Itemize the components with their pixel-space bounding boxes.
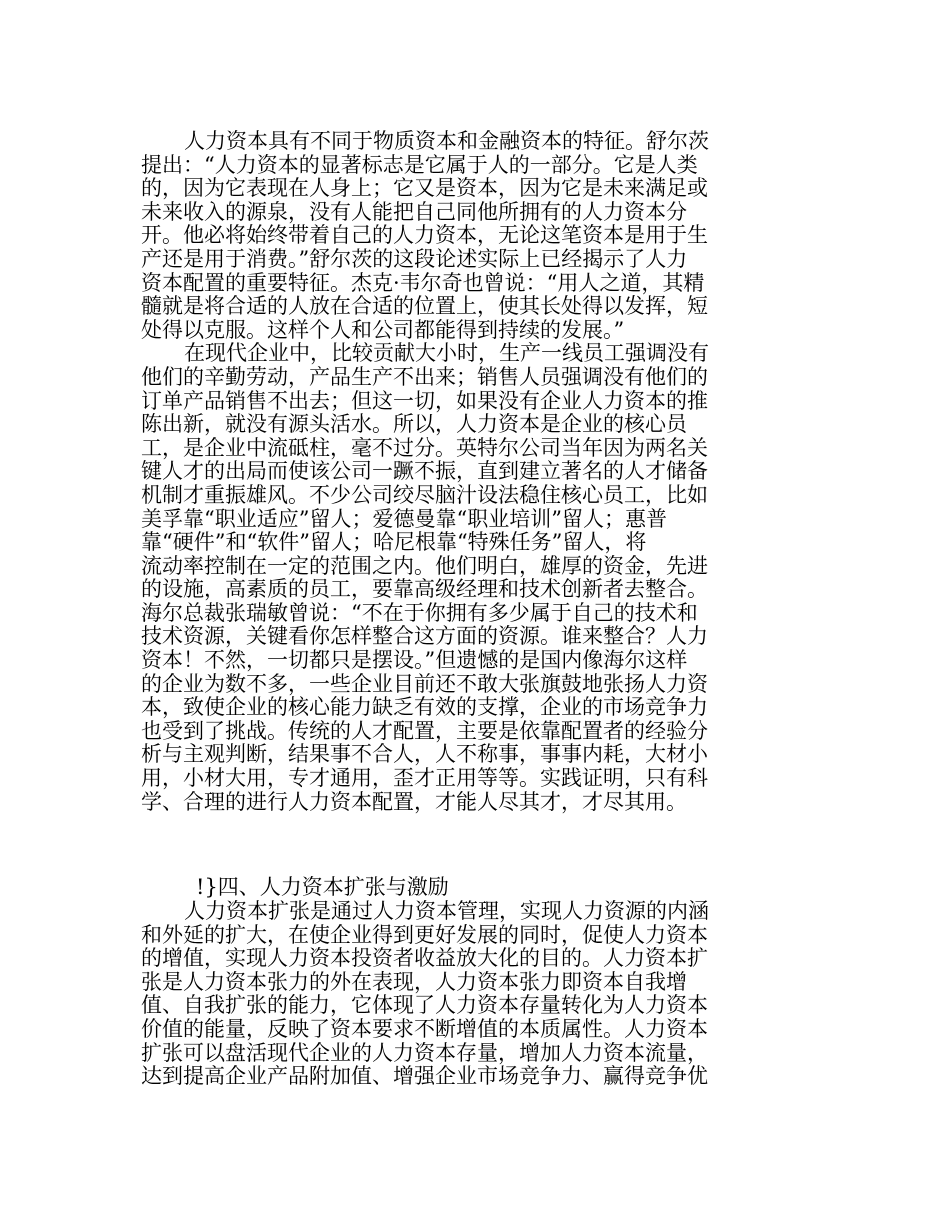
paragraph-2-line: 析与主观判断，结果事不合人，人不称事，事事内耗，大材小 (141, 742, 708, 767)
section-paragraph-line: 价值的能量，反映了资本要求不断增值的本质属性。人力资本 (141, 1016, 708, 1041)
section-paragraph-line: 达到提高企业产品附加值、增强企业市场竞争力、赢得竞争优 (141, 1064, 708, 1089)
paragraph-2-line: 工，是企业中流砥柱，毫不过分。英特尔公司当年因为两名关 (141, 435, 708, 460)
paragraph-1-line: 资本配置的重要特征。杰克·韦尔奇也曾说：“用人之道，其精 (141, 270, 705, 295)
paragraph-2-line: 本，致使企业的核心能力缺乏有效的支撑，企业的市场竞争力 (141, 695, 708, 720)
paragraph-2-line: 陈出新，就没有源头活水。所以，人力资本是企业的核心员 (141, 412, 687, 437)
paragraph-2-line: 键人才的出局而使该公司一蹶不振，直到建立著名的人才储备 (141, 459, 708, 484)
paragraph-1-line: 产还是用于消费。”舒尔茨的这段论述实际上已经揭示了人力 (141, 246, 688, 271)
section-paragraph-line: 人力资本扩张是通过人力资本管理，实现人力资源的内涵 (184, 899, 709, 923)
section-paragraph-line: 张是人力资本张力的外在表现，人力资本张力即资本自我增 (141, 969, 687, 994)
paragraph-1-line: 处得以克服。这样个人和公司都能得到持续的发展。” (141, 317, 625, 342)
paragraph-2-line: 学、合理的进行人力资本配置，才能人尽其才，才尽其用。 (141, 789, 687, 814)
paragraph-2-line: 的企业为数不多，一些企业目前还不敢大张旗鼓地张扬人力资 (141, 671, 708, 696)
paragraph-2-line: 技术资源，关键看你怎样整合这方面的资源。谁来整合？人力 (141, 624, 708, 649)
paragraph-1-line: 髓就是将合适的人放在合适的位置上，使其长处得以发挥，短 (141, 294, 708, 319)
section-paragraph-line: 扩张可以盘活现代企业的人力资本存量，增加人力资本流量， (141, 1040, 708, 1065)
paragraph-2-line: 订单产品销售不出去；但这一切，如果没有企业人力资本的推 (141, 388, 708, 413)
body-text-lower (141, 900, 781, 1089)
paragraph-1-line: 的，因为它表现在人身上；它又是资本，因为它是未来满足或 (141, 176, 708, 201)
paragraph-2-line: 用，小材大用，专才通用，歪才正用等等。实践证明，只有科 (141, 766, 708, 791)
paragraph-2-line: 机制才重振雄风。不少公司绞尽脑汁设法稳住核心员工，比如 (141, 482, 708, 507)
section-paragraph-line: 和外延的扩大，在使企业得到更好发展的同时，促使人力资本 (141, 922, 708, 947)
paragraph-2-line: 在现代企业中，比较贡献大小时，生产一线员工强调没有 (184, 341, 709, 366)
section-paragraph-line: 的增值，实现人力资本投资者收益放大化的目的。人力资本扩 (141, 946, 708, 971)
paragraph-2-line: 他们的辛勤劳动，产品生产不出来；销售人员强调没有他们的 (141, 364, 708, 389)
paragraph-1-line: 开。他必将始终带着自己的人力资本，无论这笔资本是用于生 (141, 223, 708, 248)
section-heading: !}四、人力资本扩张与激励 (196, 875, 449, 899)
section-paragraph-line: 值、自我扩张的能力，它体现了人力资本存量转化为人力资本 (141, 993, 708, 1018)
paragraph-2-line: 海尔总裁张瑞敏曾说：“不在于你拥有多少属于自己的技术和 (141, 600, 698, 625)
paragraph-1-line: 未来收入的源泉，没有人能把自己同他所拥有的人力资本分 (141, 199, 687, 224)
paragraph-1-line: 提出：“人力资本的显著标志是它属于人的一部分。它是人类 (141, 152, 698, 177)
paragraph-2-line: 流动率控制在一定的范围之内。他们明白，雄厚的资金，先进 (141, 553, 708, 578)
body-text-upper (141, 130, 781, 814)
paragraph-2-line: 的设施，高素质的员工，要靠高级经理和技术创新者去整合。 (141, 577, 708, 602)
paragraph-2-line: 也受到了挑战。传统的人才配置，主要是依靠配置者的经验分 (141, 718, 708, 743)
paragraph-2-line: 美孚靠“职业适应”留人；爱德曼靠“职业培训”留人；惠普 (141, 506, 667, 531)
paragraph-2-line: 靠“硬件”和“软件”留人；哈尼根靠“特殊任务”留人，将 (141, 530, 647, 555)
paragraph-2-line: 资本！不然，一切都只是摆设。”但遗憾的是国内像海尔这样 (141, 648, 688, 673)
paragraph-1-line: 人力资本具有不同于物质资本和金融资本的特征。舒尔茨 (184, 129, 709, 153)
